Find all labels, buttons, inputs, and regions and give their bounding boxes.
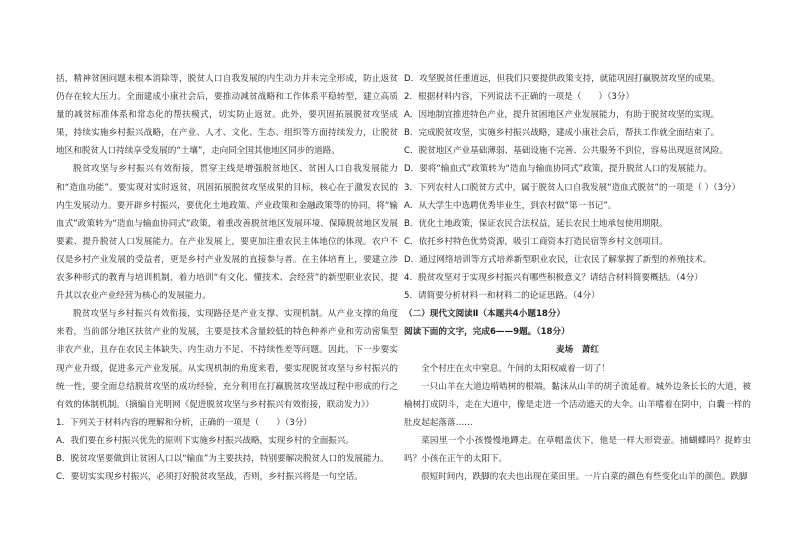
paragraph-2: 脱贫攻坚与乡村振兴有效衔接，贯穿主线是增强脱贫地区、贫困人口自我发展能力和“造血功能”。要实现对实时返贫，巩固拓展脱贫攻坚成果的目标，核心在于激发农民的内生发展动力。要开辟乡村振兴，要优化土地政策、产业政策和金融政策等的协同，将“输血式”政策转为“造血与输血协同式”政策，着重改善脱贫地区发展环境、保障脱贫地区发展要素、提升脱贫人口发展能力。在产业发展上，要更加注重农民主体地位的体现。农户不仅是乡村产业发展的受益者，更是乡村产业发展的直接参与者。在主体培育上，要建立涉农多种形式的教育与培训机制，着力培训“有文化、懂技术、会经营”的新型职业农民，提升其以农业产业经营为核心的发展能力。	[56, 164, 398, 302]
paragraph-1: 括，精神贫困问题未根本消除等，脱贫人口自我发展的内生动力并未完全形成，防止返贫仍存在较大压力。全面建成小康社会后，要推动减贫战略和工作体系平稳转型，建立高质量的减贫标准体系和常态化的帮扶模式，切实防止返贫。此外，要巩固拓展脱贫攻坚成果，持续实施乡村振兴战略，在产业、人才、文化、生态、组织等方面持续发力，让脱贫地区和脱贫人口持续享受发展的“土壤”，走向同全国其他地区同步的道路。	[56, 74, 398, 157]
question-3-option-b: B．优化土地政策，保证农民合法权益，延长农民土地承包使用期限。	[404, 218, 668, 229]
question-3-stem: 3．下列农村人口脱贫方式中，属于脱贫人口自我发展“造血式脱贫”的一项是（ ）（3分）	[404, 182, 741, 193]
story-paragraph-2: 一只山羊在大道边啃啮树的根端，黏沫从山羊的胡子流延着。城外边条长长的大道，被榆树打成阴斗，走在大道中，像是走进一个活动遮天的大伞。山羊嗜着在阴中，白囊一样的肚皮起起落落……	[404, 381, 751, 428]
question-2-option-a: A．因地制宜推进特色产业，提升贫困地区产业发展能力，有助于脱贫攻坚的实现。	[404, 110, 720, 121]
question-2-option-c: C．脱贫地区产业基础薄弱、基础设施不完善、公共服务不到位，容易出现返贫风险。	[404, 146, 728, 157]
question-1-option-d: D．攻坚脱贫任重道远，但我们只要提供政策支持，就能巩固打赢脱贫攻坚的成果。	[404, 74, 720, 84]
question-3-option-c: C．依托乡村特色优势资源，吸引工商资本打造民宿等乡村文创项目。	[404, 236, 668, 247]
question-2-option-d: D．要将“输血式”政策转为“造血与输血协同式”政策，提升脱贫人口的发展能力。	[404, 164, 713, 175]
story-paragraph-4: 很短时间内，跌脚的农夫也出现在菜田里。一片白菜的颜色有些变化山羊的颜色。跌脚	[421, 472, 748, 483]
right-column	[404, 70, 751, 486]
story-title: 麦场 萧红	[556, 345, 599, 356]
reading-instruction: 阅读下面的文字，完成6——9题。（18分）	[404, 327, 570, 338]
question-5: 5．请简要分析材料一和材料二的论证思路。（4分）	[404, 291, 600, 302]
story-paragraph-1: 全个村庄在火中窒息。午间的太阳权威着一切了！	[421, 363, 611, 374]
question-1-option-c: C．要切实实现乡村振兴，必须打好脱贫攻坚战，否则，乡村振兴将是一句空话。	[56, 472, 363, 483]
question-4: 4．脱贫攻坚对于实现乡村振兴有哪些积极意义？请结合材料简要概括。（4分）	[404, 273, 703, 284]
question-1-stem: 1．下列关于材料内容的理解和分析，正确的一项是（ ）（3分）	[56, 417, 312, 428]
question-3-option-d: D．通过网络培训等方式培养新型职业农民，让农民了解掌握了新型的养殖技术。	[404, 254, 712, 265]
question-2-stem: 2．根据材料内容，下列说法不正确的一项是（ ）（3分）	[404, 92, 635, 103]
question-2-option-b: B．完成脱贫攻坚，实施乡村振兴战略，建成小康社会后，帮扶工作就全面结束了。	[404, 128, 720, 139]
paragraph-3: 脱贫攻坚与乡村振兴有效衔接，实现路径是产业支撑、实现机制。从产业支撑的角度来看，当前部分地区扶贫产业的发展，主要是技术含量较低的特色种养产业和劳动密集型非农产业，且存在农民主体缺失、内生动力不足、不持续性差等问题。因此，下一步要实现产业升级，促进多元产业发展。从实现机制的角度来看，要实现脱贫攻坚与乡村振兴的统一性，要全面总结脱贫攻坚的成功经验，充分利用在打赢脱贫攻坚战过程中形成的行之有效的体制机制。（摘编自光明网《促进脱贫攻坚与乡村振兴有效衔接，联动发力》）	[56, 309, 398, 410]
section-heading: （二）现代文阅读Ⅱ（本题共4小题18分）	[404, 309, 566, 320]
question-3-option-a: A．从大学生中选聘优秀毕业生，到农村做“第一书记”。	[404, 200, 617, 211]
left-column	[56, 70, 398, 486]
question-1-option-b: B．脱贫攻坚要做到让贫困人口以“输血”为主要扶持，特别要解决脱贫人口的发展能力。	[56, 453, 389, 464]
story-paragraph-3: 菜园里一个小孩慢慢地蹲走。在草帽盖伏下，他是一样大形瓷壶。捕蝴蝶吗？捉蚱虫吗？小孩在正午的太阳下。	[404, 435, 751, 464]
question-1-option-a: A．我们要在乡村振兴优先的原则下实施乡村振兴战略，实现乡村的全面振兴。	[56, 435, 355, 446]
